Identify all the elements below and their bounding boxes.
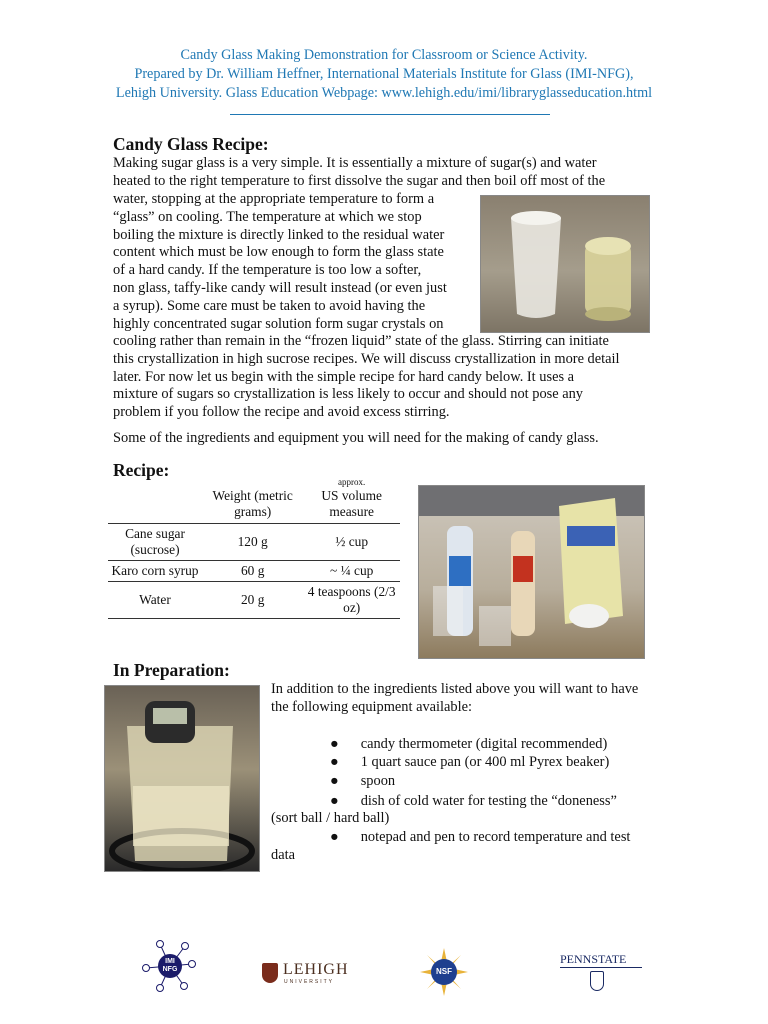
ingredient-volume: ~ ¼ cup: [303, 561, 400, 582]
nsf-text: NSF: [436, 967, 452, 976]
table-row: [108, 524, 400, 561]
list-item: ● dish of cold water for testing the “doneness”: [330, 793, 617, 809]
document-header: [0, 46, 768, 103]
list-item-continuation: data: [271, 847, 295, 863]
candy-glass-illustration: [481, 196, 649, 332]
ingredients-illustration: [419, 486, 644, 658]
text-line: water, stopping at the appropriate temperature to form a: [113, 191, 435, 207]
ingredient-weight: 20 g: [202, 582, 303, 619]
section-title-candy-glass-recipe: Candy Glass Recipe:: [113, 134, 269, 154]
intro-paragraph-wrapped: [113, 191, 479, 333]
nsf-logo: [420, 948, 468, 996]
ingredient-volume: 4 teaspoons (2/3 oz): [303, 582, 400, 619]
text-line: content which must be low enough to form the glass state: [113, 244, 444, 261]
ingredient-name: Water: [108, 582, 202, 619]
list-item: ● candy thermometer (digital recommended): [330, 736, 608, 752]
candy-glass-photo: [480, 195, 650, 333]
text-line: later. For now let us begin with the simple recipe for hard candy below. It uses a: [113, 368, 575, 385]
intro-paragraph-bottom: [113, 333, 673, 422]
header-line-2: Prepared by Dr. William Heffner, International Materials Institute for Glass (IMI-NFG),: [134, 66, 634, 82]
header-volume: [303, 476, 400, 524]
pennstate-rule: [560, 967, 642, 968]
approx-label: approx.: [338, 477, 366, 487]
text-line: problem if you follow the recipe and avoid excess stirring.: [113, 404, 450, 421]
text-line: a syrup). Some care must be taken to avoid having the: [113, 297, 426, 314]
text-line: the following equipment available:: [271, 698, 473, 715]
prep-intro: [271, 681, 671, 717]
recipe-table: [108, 476, 400, 619]
list-item-continuation: (sort ball / hard ball): [271, 810, 390, 826]
pennstate-shield-icon: [590, 971, 604, 991]
lehigh-wordmark: LEHIGH: [283, 961, 349, 978]
text-line: “glass” on cooling. The temperature at which we stop: [113, 208, 422, 225]
text-line: boiling the mixture is directly linked to the residual water: [113, 226, 445, 243]
text-line: non glass, taffy-like candy will result instead (or even just: [113, 279, 447, 296]
thermometer-photo: [104, 685, 260, 872]
ingredient-name: Karo corn syrup: [108, 561, 202, 582]
list-item: ● notepad and pen to record temperature and test: [330, 829, 631, 845]
header-divider: [230, 114, 550, 115]
ingredient-name: Cane sugar (sucrose): [108, 524, 202, 561]
ingredient-weight: 60 g: [202, 561, 303, 582]
text-line: cooling rather than remain in the “frozen liquid” state of the glass. Stirring can initiate: [113, 333, 609, 349]
recipe-table-header: [108, 476, 400, 524]
lehigh-shield-icon: [262, 963, 278, 983]
list-item: ● spoon: [330, 773, 396, 789]
pennstate-wordmark: PENNSTATE: [560, 952, 627, 966]
imi-nfg-logo: [140, 936, 200, 996]
list-item: ● 1 quart sauce pan (or 400 ml Pyrex beaker): [330, 754, 610, 770]
text-line: Making sugar glass is a very simple. It is essentially a mixture of sugar(s) and water: [113, 155, 597, 171]
ingredients-photo: [418, 485, 645, 659]
lehigh-subtitle: UNIVERSITY: [284, 979, 335, 985]
text-line: of a hard candy. If the temperature is too low a softer,: [113, 262, 422, 279]
text-line: this crystallization in high sucrose recipes. We will discuss crystallization in more detail: [113, 350, 620, 367]
section-title-recipe: Recipe:: [113, 460, 170, 480]
table-row: [108, 561, 400, 582]
volume-label: US volume measure: [321, 488, 382, 519]
header-weight: Weight (metric grams): [212, 488, 293, 519]
ingredient-weight: 120 g: [202, 524, 303, 561]
thermometer-illustration: [105, 686, 259, 871]
intro-paragraph-top: [113, 155, 673, 191]
header-line-1: Candy Glass Making Demonstration for Classroom or Science Activity.: [180, 47, 588, 63]
section-title-in-preparation: In Preparation:: [113, 660, 230, 680]
text-line: highly concentrated sugar solution form sugar crystals on: [113, 315, 444, 332]
text-line: heated to the right temperature to first dissolve the sugar and then boil off most of the: [113, 172, 606, 189]
text-line: In addition to the ingredients listed above you will want to have: [271, 681, 639, 697]
table-row: [108, 582, 400, 619]
pennstate-logo: [560, 952, 650, 996]
text-line: mixture of sugars so crystallization is less likely to occur and should not pose any: [113, 386, 584, 403]
header-empty: [108, 476, 202, 524]
lehigh-logo: [262, 961, 349, 989]
header-line-3[interactable]: Lehigh University. Glass Education Webpage: www.lehigh.edu/imi/libraryglasseducation.html: [115, 85, 653, 101]
imi-nfg-logo-text: IMI NFG: [162, 958, 178, 973]
ingredients-note: Some of the ingredients and equipment you will need for the making of candy glass.: [113, 430, 599, 446]
ingredient-volume: ½ cup: [303, 524, 400, 561]
